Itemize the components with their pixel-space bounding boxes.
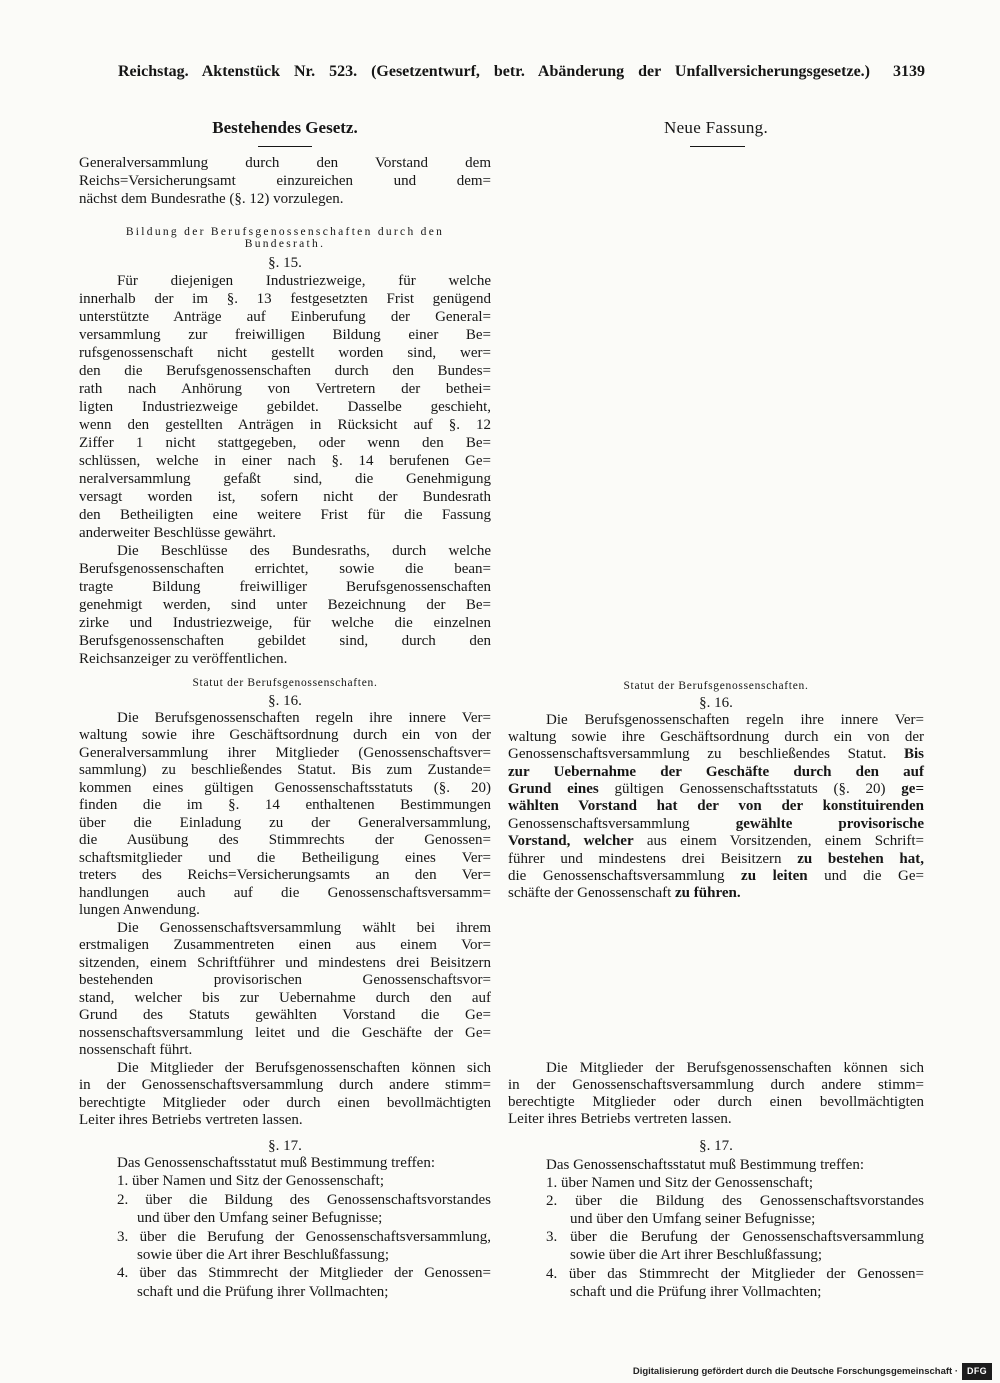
text-line: sowie über die Art ihrer Beschlußfassung; (570, 1247, 823, 1264)
text-line: nächst dem Bundesrathe (§. 12) vorzulegen. (79, 191, 344, 207)
paragraph (79, 710, 491, 920)
text-line: waltung sowie ihre Geschäftsordnung durch ein von der (79, 727, 491, 743)
text-line: lungen Anwendung. (79, 902, 200, 918)
section-17-list (79, 1172, 491, 1301)
list-item (508, 1265, 924, 1301)
text-line: finden die im §. 14 enthaltenen Bestimmungen (79, 797, 491, 813)
text-line: innerhalb der im §. 13 festgesetzten Frist genügend (79, 291, 491, 307)
amended-text: zur Uebernahme der Geschäfte durch den auf (508, 763, 924, 780)
section-16-members-paragraph (508, 1060, 924, 1128)
text-line: berechtigte Mitglieder oder durch einen bevollmächtigten (79, 1094, 491, 1111)
section-title (79, 226, 491, 250)
section-15-number: §. 15. (268, 255, 302, 271)
text-line (508, 781, 924, 798)
text-line: sammlung) zu beschließendes Statut. Bis zum Zustande= (79, 762, 491, 778)
text-line: waltung sowie ihre Geschäftsordnung durch ein von der (508, 728, 924, 745)
text-line: Das Genossenschaftsstatut muß Bestimmung treffen: (546, 1157, 865, 1173)
paragraph (508, 1156, 924, 1174)
text-line: schaft und die Prüfung ihrer Vollmachten; (570, 1283, 822, 1300)
text-line: Bundesrath. (244, 238, 326, 250)
section-17-number: §. 17. (699, 1138, 733, 1154)
amended-text: gewählte provisorische (735, 815, 924, 832)
section-16-body-amended (508, 712, 924, 903)
amended-text: zu bestehen hat, (797, 850, 924, 867)
amended-text: ge= (901, 781, 924, 798)
text-line: Leiter ihres Betriebs vertreten lassen. (508, 1110, 732, 1127)
text-line: handlungen auch auf die Genossenschaftsversamm= (79, 884, 491, 901)
amended-text: Bis (903, 746, 924, 763)
paragraph (79, 154, 491, 208)
text-line: nossenschaftsversammlung leitet und die Geschäfte der Ge= (79, 1024, 491, 1041)
heading-rule (258, 146, 312, 147)
text-line: 1. über Namen und Sitz der Genossenschaft; (117, 1173, 385, 1190)
text-line (508, 764, 924, 781)
column-heading-existing-law: Bestehendes Gesetz. (212, 118, 358, 137)
text-line: Die Mitglieder der Berufsgenossenschaften können sich (117, 1059, 491, 1076)
text-line: wenn den gestellten Anträgen in Rücksicht auf §. 12 (79, 417, 491, 433)
text-segment: Genossenschaftsversammlung (508, 815, 736, 832)
text-line: die Ausübung des Stimmrechts der Genossen= (79, 832, 491, 848)
text-line: ligten Industriezweige gebildet. Dasselbe geschieht, (79, 399, 491, 415)
text-segment: aus einem Vorsitzenden, einem Schrift= (633, 833, 924, 850)
text-line: den Betheiligten eine weitere Frist für die Fassung (79, 507, 491, 523)
text-line: Die Berufsgenossenschaften regeln ihre innere Ver= (117, 709, 491, 726)
text-line: Die Mitglieder der Berufsgenossenschaften können sich (546, 1059, 924, 1076)
text-line: Generalversammlung durch den Vorstand dem (79, 155, 491, 171)
text-line: in der Genossenschaftsversammlung durch andere stimm= (508, 1076, 924, 1093)
dfg-logo: DFG (962, 1363, 992, 1380)
section-16-number: §. 16. (268, 693, 302, 709)
text-line: 2. über die Bildung des Genossenschaftsvorstandes (117, 1191, 491, 1208)
text-line: Die Beschlüsse des Bundesraths, durch welche (117, 543, 491, 559)
text-line: unterstützte Anträge auf Einberufung der General= (79, 309, 491, 325)
text-line: bestehenden provisorischen Genossenschaftsvor= (79, 972, 491, 988)
running-header (118, 62, 925, 82)
list-item (79, 1172, 491, 1190)
text-line: erstmaligen Zusammentreten einen aus einem Vor= (79, 937, 491, 953)
text-line: stand, welcher bis zur Uebernahme durch den auf (79, 989, 491, 1006)
text-line: zirke und Industriezweige, für welche die einzelnen (79, 615, 491, 631)
paragraph (508, 712, 924, 903)
text-line: Bildung der Berufsgenossenschaften durch den (125, 226, 445, 238)
text-line: kommen eines gültigen Genossenschaftsstatuts (§. 20) (79, 779, 491, 796)
amended-text: Grund eines (508, 781, 599, 798)
paragraph (508, 1060, 924, 1128)
text-line: sowie über die Art ihrer Beschlußfassung; (137, 1246, 390, 1263)
text-line (508, 833, 924, 850)
text-line: Leiter ihres Betriebs vertreten lassen. (79, 1112, 303, 1128)
text-segment: und die Ge= (807, 868, 925, 885)
section-15-body (79, 272, 491, 668)
text-line (508, 816, 924, 833)
text-line (508, 851, 924, 868)
text-line (508, 798, 924, 815)
list-item (508, 1228, 924, 1264)
list-item (508, 1192, 924, 1228)
amended-text: Vorstand, welcher (508, 833, 634, 850)
text-line: versagt worden ist, sofern nicht der Bundesrath (79, 489, 491, 505)
text-line: schaftsmitglieder und die Betheiligung eines Ver= (79, 849, 491, 866)
text-line: treters des Reichs=Versicherungsamts an den Ver= (79, 867, 491, 883)
section-17-list (508, 1174, 924, 1301)
text-line: rath nach Anhörung von Vertretern der bethei= (79, 381, 491, 397)
list-item (79, 1191, 491, 1228)
heading-rule (690, 146, 745, 147)
text-line: 4. über das Stimmrecht der Mitglieder der Genossen= (546, 1265, 924, 1282)
text-line: sitzenden, einem Schriftführer und mindestens drei Beisitzern (79, 954, 491, 971)
text-segment: schäfte der Genossenschaft (508, 885, 676, 902)
text-line: Generalversammlung ihrer Mitglieder (Genossenschaftsver= (79, 744, 491, 761)
paragraph (79, 1154, 491, 1172)
text-line: 4. über das Stimmrecht der Mitglieder der Genossen= (117, 1265, 491, 1282)
text-line: Berufsgenossenschaften gebildet sind, durch den (79, 633, 491, 649)
text-segment: Genossenschaftsversammlung zu beschließendes Statut. (508, 746, 904, 763)
text-line: Grund des Statuts gewählten Vorstand die Ge= (79, 1007, 491, 1023)
paragraph (79, 542, 491, 668)
text-line: 2. über die Bildung des Genossenschaftsvorstandes (546, 1193, 924, 1210)
section-17-number: §. 17. (268, 1138, 302, 1154)
text-segment: führer und mindestens drei Beisitzern (508, 850, 798, 867)
text-line: den die Berufsgenossenschaften durch den Bundes= (79, 363, 491, 379)
text-line: neralversammlung gefaßt sind, die Genehmigung (79, 471, 491, 487)
text-line: tragte Bildung freiwilliger Berufsgenossenschaften (79, 579, 491, 595)
list-item (508, 1174, 924, 1192)
text-line: rufsgenossenschaft nicht gestellt worden sind, wer= (79, 345, 491, 361)
continued-text (79, 154, 491, 208)
running-title: Reichstag. Aktenstück Nr. 523. (Gesetzentwurf, betr. Abänderung der Unfallversicherungsgesetze.) (118, 63, 870, 80)
section-16-number: §. 16. (699, 695, 733, 711)
text-line: 3. über die Berufung der Genossenschaftsversammlung (546, 1229, 924, 1246)
text-line: Die Genossenschaftsversammlung wählt bei ihrem (117, 919, 491, 936)
text-line (508, 868, 924, 885)
column-heading-new-version: Neue Fassung. (664, 118, 768, 137)
section-16-body (79, 710, 491, 1130)
text-line: über die Einladung zu der Generalversammlung, (79, 814, 491, 831)
section-16-title: Statut der Berufsgenossenschaften. (192, 677, 378, 689)
text-line: nossenschaft führt. (79, 1042, 193, 1058)
list-item (79, 1228, 491, 1265)
text-segment: gültigen Genossenschaftsstatuts (§. 20) (598, 781, 902, 798)
digitization-credit: Digitalisierung gefördert durch die Deutsche Forschungsgemeinschaft · (632, 1366, 958, 1377)
amended-text: zu führen. (675, 885, 741, 902)
text-line: Für diejenigen Industriezweige, für welche (117, 273, 491, 289)
text-line: Reichs=Versicherungsamt einzureichen und dem= (79, 173, 491, 189)
text-line: 1. über Namen und Sitz der Genossenschaft; (546, 1175, 814, 1192)
text-line: Berufsgenossenschaften errichtet, sowie die bean= (79, 561, 491, 577)
amended-text: zu leiten (741, 868, 808, 885)
text-line: versammlung zur freiwilligen Bildung einer Be= (79, 327, 491, 343)
text-line: genehmigt werden, sind unter Bezeichnung der Be= (79, 597, 491, 613)
text-line: berechtigte Mitglieder oder durch einen bevollmächtigten (508, 1093, 924, 1110)
text-line: Die Berufsgenossenschaften regeln ihre innere Ver= (546, 711, 924, 728)
text-line (508, 746, 924, 763)
section-15-title (79, 226, 491, 250)
text-line: Das Genossenschaftsstatut muß Bestimmung treffen: (117, 1155, 436, 1171)
text-line: schlüssen, welche in einer nach §. 14 berufenen Ge= (79, 453, 491, 469)
text-line (508, 885, 924, 902)
section-16-title: Statut der Berufsgenossenschaften. (623, 680, 809, 692)
paragraph (79, 920, 491, 1060)
text-line: und über den Umfang seiner Befugnisse; (137, 1210, 383, 1227)
section-17-intro (508, 1156, 924, 1174)
amended-text: wählten Vorstand hat der von der konstituirenden (508, 798, 924, 815)
text-segment: die Genossenschaftsversammlung (508, 868, 742, 885)
paragraph (79, 1060, 491, 1130)
text-line: und über den Umfang seiner Befugnisse; (570, 1211, 816, 1228)
text-line: Reichsanzeiger zu veröffentlichen. (79, 651, 288, 667)
text-line: schaft und die Prüfung ihrer Vollmachten; (137, 1283, 389, 1300)
text-line: in der Genossenschaftsversammlung durch andere stimm= (79, 1077, 491, 1093)
paragraph (79, 272, 491, 542)
section-17-intro (79, 1154, 491, 1172)
page-number: 3139 (893, 63, 925, 80)
text-line: anderweiter Beschlüsse gewährt. (79, 525, 277, 541)
text-line: 3. über die Berufung der Genossenschaftsversammlung, (117, 1228, 491, 1245)
text-line: Ziffer 1 nicht stattgegeben, oder wenn den Be= (79, 435, 491, 451)
list-item (79, 1264, 491, 1301)
